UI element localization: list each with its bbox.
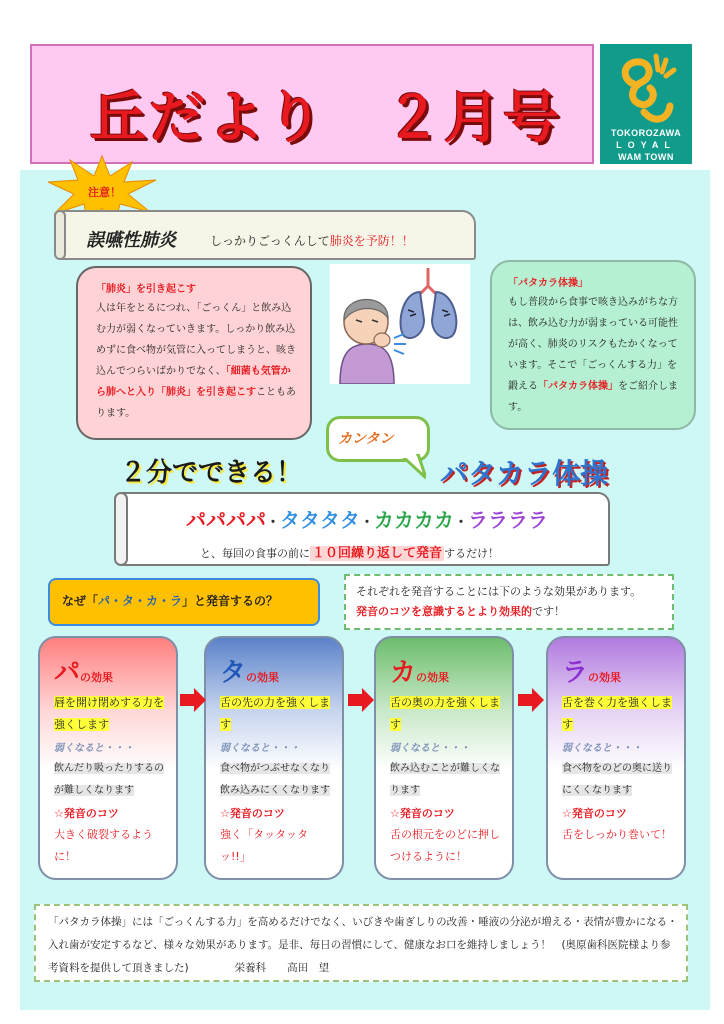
card-pa: パの効果 唇を開け閉めする力を強くします 弱くなると・・・ 飲んだり吸ったりするのが難しくなります ☆発音のコツ 大きく破裂するように！: [38, 636, 178, 880]
card-ta: タの効果 舌の先の力を強くします 弱くなると・・・ 食べ物がつぶせなくなり飲み込みにくくなります ☆発音のコツ 強く「タッタッタッ!!」: [204, 636, 344, 880]
chant-instructions: と、毎回の食事の前に １０回繰り返して発音 するだけ！: [200, 546, 500, 561]
warning-subline: しっかりごっくんして肺炎を予防！！: [210, 234, 414, 248]
card-effect: 唇を開け閉めする力を強くします: [54, 696, 164, 731]
footer-text: 「パタカラ体操」には「ごっくんする力」を高めるだけでなく、いびきや歯ぎしりの改善・唾液の分泌が増える・表情が豊かになる・入れ歯が安定するなど、様々な効果があります。是非、毎日の習慣にして、健康なお口を維持しましょう！ (奥原歯科医院様より参考資料を提供して頂きました): [48, 916, 678, 974]
card-tip-label: ☆発音のコツ: [390, 807, 455, 820]
chant-scroll-banner: [120, 492, 610, 566]
card-weak-label: 弱くなると・・・: [220, 743, 300, 754]
footer-note-box: [34, 904, 688, 982]
pneumonia-info-box: [76, 266, 312, 440]
scroll-curl: [54, 210, 66, 260]
card-weak-desc: 飲んだり吸ったりするのが難しくなります: [54, 763, 164, 796]
logo-text-line-1: TOKOROZAWA: [610, 128, 682, 138]
pneumonia-heading: 「肺炎」を引き起こす: [96, 284, 196, 295]
pneumonia-text: 人は年をとるにつれ、「ごっくん」と飲み込む力が弱くなっていきます。しっかり飲み込めずに食べ物が気管に入ってしまうと、咳き込んでつらいばかりでなく、「細菌も気管から肺へと入り「肺炎」を引き起こすこともあります。: [96, 303, 296, 419]
scroll-curl: [114, 492, 128, 566]
warning-badge: 注意！: [88, 186, 121, 199]
why-question-box: なぜ「パ・タ・カ・ラ」と発音するの？: [48, 578, 320, 626]
elderly-woman-coughing-with-lungs-illustration: [330, 264, 470, 384]
chant-ta: タタタタ: [280, 508, 360, 532]
organization-logo: [600, 44, 692, 164]
patakara-text: もし普段から食事で咳き込みがちな方は、飲み込む力が弱まっている可能性が高く、肺炎のリスクもたかくなっています。そこで「ごっくんする力」を鍛える「パタカラ体操」をご紹介します。: [508, 297, 678, 413]
card-ka: カの効果 舌の奥の力を強くします 弱くなると・・・ 飲み込むことが難しくなります ☆発音のコツ 舌の根元をのどに押しつけるように！: [374, 636, 514, 880]
chant-row: パパパパ・タタタタ・カカカカ・ララララ: [186, 508, 548, 532]
logo-text-line-2: LOYAL: [616, 140, 676, 150]
page-title: 丘だより ２月号: [90, 86, 562, 151]
chant-ka: カカカカ: [374, 508, 454, 532]
card-kana: カ: [390, 658, 417, 688]
card-tip: 舌をしっかり巻いて！: [562, 828, 672, 841]
warning-headline: 誤嚥性肺炎: [86, 230, 176, 251]
card-effect: 舌を巻く力を強くします: [562, 696, 672, 731]
card-kana: パ: [54, 658, 81, 688]
footer-signature: 栄養科 高田 望: [234, 962, 330, 974]
card-weak-label: 弱くなると・・・: [390, 743, 470, 754]
arrow-right-icon: [180, 688, 206, 712]
card-weak-desc: 飲み込むことが難しくなります: [390, 763, 500, 796]
easy-label: カンタン: [338, 431, 394, 447]
card-tip-label: ☆発音のコツ: [562, 807, 627, 820]
coughing-illustration: [330, 264, 470, 384]
logo-text-line-3: WAM TOWN: [618, 152, 674, 162]
speech-bubble-tail-icon: [400, 454, 426, 480]
effects-info-box: それぞれを発音することには下のような効果があります。 発音のコツを意識するとより効果的です！: [344, 574, 674, 630]
chant-ra: ララララ: [468, 508, 548, 532]
patakara-info-box: [490, 260, 696, 430]
card-ra: ラの効果 舌を巻く力を強くします 弱くなると・・・ 食べ物をのどの奥に送りにくくなります ☆発音のコツ 舌をしっかり巻いて！: [546, 636, 686, 880]
card-tip: 大きく破裂するように！: [54, 828, 153, 863]
card-tip: 舌の根元をのどに押しつけるように！: [390, 828, 500, 863]
tokorozawa-loyal-logo-icon: [614, 50, 678, 128]
card-tip-label: ☆発音のコツ: [220, 807, 285, 820]
two-minutes-heading: ２分でできる！: [120, 458, 303, 488]
arrow-right-icon: [348, 688, 374, 712]
card-kana: タ: [220, 658, 247, 688]
card-weak-desc: 食べ物をのどの奥に送りにくくなります: [562, 763, 672, 796]
chant-pa: パパパパ: [186, 508, 266, 532]
card-effect: 舌の奥の力を強くします: [390, 696, 500, 731]
card-kana: ラ: [562, 658, 589, 688]
card-weak-label: 弱くなると・・・: [562, 743, 642, 754]
card-effect: 舌の先の力を強くします: [220, 696, 330, 731]
card-tip-label: ☆発音のコツ: [54, 807, 119, 820]
card-weak-desc: 食べ物がつぶせなくなり飲み込みにくくなります: [220, 763, 330, 796]
arrow-right-icon: [518, 688, 544, 712]
patakara-heading: 「パタカラ体操」: [508, 278, 588, 289]
title-banner: [30, 44, 594, 164]
patakara-exercise-heading: パタカラ体操: [440, 457, 609, 490]
warning-scroll-banner: [58, 210, 476, 260]
card-tip: 強く「タッタッタッ!!」: [220, 828, 308, 863]
card-weak-label: 弱くなると・・・: [54, 743, 134, 754]
